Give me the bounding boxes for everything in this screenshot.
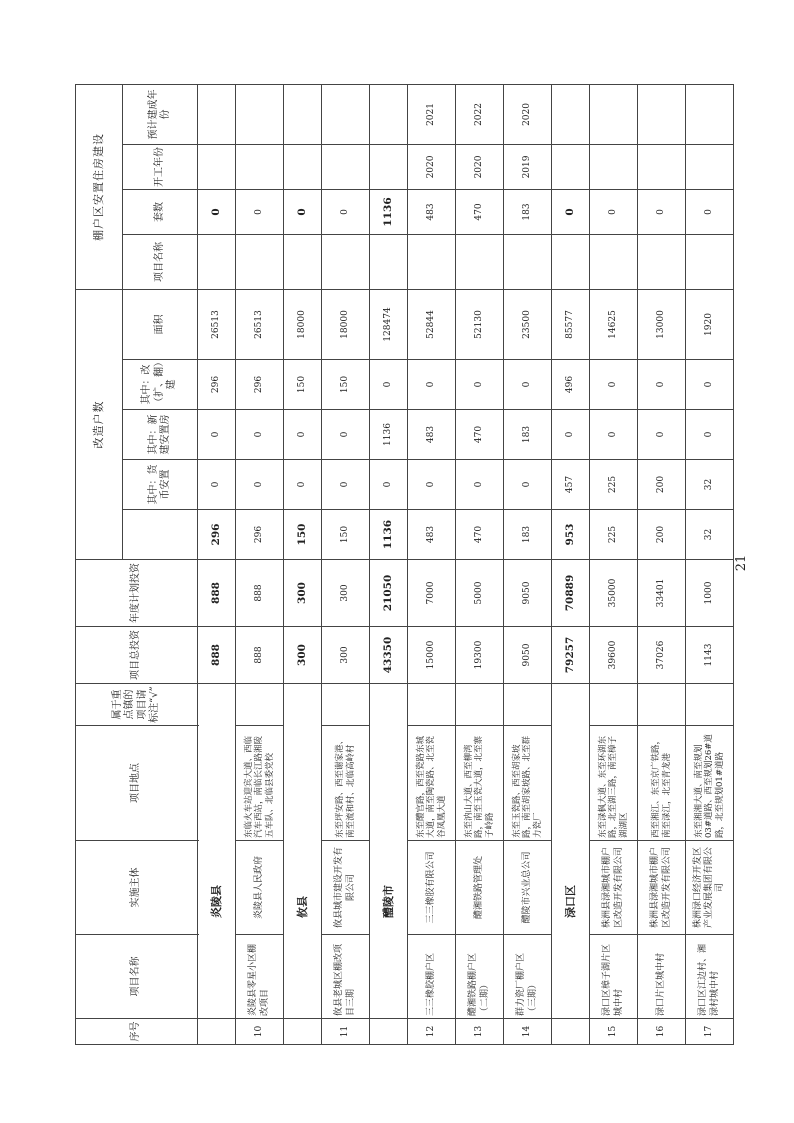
cell-households: 296 (236, 510, 284, 560)
header-sub-monetary: 其中：货币安置 (123, 460, 198, 510)
cell-area: 26513 (236, 289, 284, 359)
cell-name: 炎陵县零星小区棚改项目 (236, 935, 284, 1019)
cell-seq: 15 (590, 1019, 638, 1045)
cell-location: 东至醴官路，西至瓷路东城大道，南至陶瓷路、北至瓷谷凤凰大道 (408, 726, 456, 841)
cell-new-build: 0 (638, 410, 686, 460)
section-row (198, 84, 236, 1044)
cell-seq: 10 (236, 1019, 284, 1045)
cell-households: 225 (590, 510, 638, 560)
cell-start (236, 144, 284, 189)
cell-new-build: 0 (284, 410, 322, 460)
cell-entity: 三三橡胶有限公司 (408, 841, 456, 935)
cell-seq: 13 (456, 1019, 504, 1045)
cell-annual: 300 (284, 560, 322, 627)
cell-renovate: 150 (284, 360, 322, 410)
cell-households: 183 (504, 510, 552, 560)
cell-location: 东至湘湘大道、南至规划03#道路、西至规划26#道路，北至规划01#道路 (686, 726, 734, 841)
cell-households: 296 (198, 510, 236, 560)
cell-annual: 888 (236, 560, 284, 627)
cell-complete: 2022 (456, 84, 504, 144)
cell-entity: 醴陵市兴业总公司 (504, 841, 552, 935)
cell-start (284, 144, 322, 189)
cell-project (322, 234, 370, 289)
cell-total: 888 (198, 627, 236, 684)
cell-project (236, 234, 284, 289)
cell-complete (370, 84, 408, 144)
cell-project (370, 234, 408, 289)
section-row (284, 84, 322, 1044)
header-area: 面积 (123, 289, 198, 359)
cell-key (236, 684, 284, 726)
cell-seq: 17 (686, 1019, 734, 1045)
cell-total: 1143 (686, 627, 734, 684)
cell-complete (638, 84, 686, 144)
table-row (456, 84, 504, 1044)
cell-total: 15000 (408, 627, 456, 684)
cell-annual: 33401 (638, 560, 686, 627)
cell-name: 群力瓷厂棚户区（三期） (504, 935, 552, 1019)
cell-total: 39600 (590, 627, 638, 684)
cell-total: 37026 (638, 627, 686, 684)
cell-annual: 888 (198, 560, 236, 627)
table-row (504, 84, 552, 1044)
header-renovation-group: 改造户数 (76, 289, 123, 559)
cell-key (322, 684, 370, 726)
table-row (408, 84, 456, 1044)
cell-monetary: 0 (236, 460, 284, 510)
cell-seq-blank (552, 1019, 590, 1045)
cell-seq: 14 (504, 1019, 552, 1045)
cell-units: 0 (638, 189, 686, 234)
cell-new-build: 1136 (370, 410, 408, 460)
cell-seq-blank (198, 1019, 236, 1045)
table-row (322, 84, 370, 1044)
cell-households: 200 (638, 510, 686, 560)
cell-total: 300 (284, 627, 322, 684)
table-row (236, 84, 284, 1044)
section-row (552, 84, 590, 1044)
header-sub-renovate: 其中：改（扩、翻）建 (123, 360, 198, 410)
cell-annual: 300 (322, 560, 370, 627)
cell-start: 2019 (504, 144, 552, 189)
cell-units: 0 (236, 189, 284, 234)
cell-project (284, 234, 322, 289)
header-start-year: 开工年份 (123, 144, 198, 189)
header-housing-project: 项目名称 (123, 234, 198, 289)
cell-renovate: 0 (638, 360, 686, 410)
rotation-wrapper (75, 85, 726, 1045)
cell-total: 19300 (456, 627, 504, 684)
cell-entity: 醴湘铁路管理处 (456, 841, 504, 935)
cell-units: 483 (408, 189, 456, 234)
header-households-blank (123, 510, 198, 560)
cell-monetary: 0 (284, 460, 322, 510)
header-seq: 序号 (76, 1019, 198, 1045)
section-row (370, 84, 408, 1044)
cell-start (370, 144, 408, 189)
cell-seq-blank (370, 1019, 408, 1045)
table-row (590, 84, 638, 1044)
cell-area: 13000 (638, 289, 686, 359)
cell-complete: 2021 (408, 84, 456, 144)
cell-total: 79257 (552, 627, 590, 684)
cell-annual: 5000 (456, 560, 504, 627)
cell-area: 18000 (322, 289, 370, 359)
cell-key (638, 684, 686, 726)
table-row (638, 84, 686, 1044)
cell-area: 23500 (504, 289, 552, 359)
header-annual-investment: 年度计划投资 (76, 560, 198, 627)
cell-complete (236, 84, 284, 144)
table-body (198, 84, 734, 1044)
cell-name: 攸县老城区棚改项目三期 (322, 935, 370, 1019)
cell-entity: 攸县城市建设开发有限公司 (322, 841, 370, 935)
cell-total: 300 (322, 627, 370, 684)
cell-area: 18000 (284, 289, 322, 359)
cell-complete (198, 84, 236, 144)
cell-start (198, 144, 236, 189)
cell-complete (322, 84, 370, 144)
header-entity: 实施主体 (76, 841, 198, 935)
header-housing-group: 棚户区安置住房建设 (76, 84, 123, 289)
cell-seq: 16 (638, 1019, 686, 1045)
page-number: 21 (734, 554, 749, 572)
cell-renovate: 0 (370, 360, 408, 410)
cell-renovate: 0 (686, 360, 734, 410)
cell-location: 东至渌枫大道、东至环湖东路，北至湖三路，南至樟子湖湖区 (590, 726, 638, 841)
cell-annual: 1000 (686, 560, 734, 627)
cell-title: 渌口区 (552, 684, 590, 1019)
cell-monetary: 0 (456, 460, 504, 510)
cell-annual: 70889 (552, 560, 590, 627)
cell-complete: 2020 (504, 84, 552, 144)
cell-area: 52844 (408, 289, 456, 359)
cell-households: 150 (284, 510, 322, 560)
cell-households: 1136 (370, 510, 408, 560)
cell-start (590, 144, 638, 189)
cell-new-build: 0 (236, 410, 284, 460)
cell-monetary: 0 (504, 460, 552, 510)
cell-seq-blank (284, 1019, 322, 1045)
cell-annual: 9050 (504, 560, 552, 627)
cell-entity: 炎陵县人民政府 (236, 841, 284, 935)
cell-monetary: 0 (370, 460, 408, 510)
cell-units: 0 (284, 189, 322, 234)
cell-start (552, 144, 590, 189)
cell-entity: 株洲渌口经济开发区产业发展集团有限公司 (686, 841, 734, 935)
cell-households: 953 (552, 510, 590, 560)
cell-project (590, 234, 638, 289)
cell-project (686, 234, 734, 289)
cell-key (590, 684, 638, 726)
cell-complete (284, 84, 322, 144)
cell-area: 85577 (552, 289, 590, 359)
cell-name: 渌口区江边村、湘渌村城中村 (686, 935, 734, 1019)
cell-units: 470 (456, 189, 504, 234)
cell-start: 2020 (456, 144, 504, 189)
cell-complete (590, 84, 638, 144)
cell-seq: 12 (408, 1019, 456, 1045)
cell-key (686, 684, 734, 726)
cell-monetary: 225 (590, 460, 638, 510)
cell-new-build: 0 (686, 410, 734, 460)
cell-total: 9050 (504, 627, 552, 684)
cell-area: 52130 (456, 289, 504, 359)
cell-units: 0 (552, 189, 590, 234)
cell-renovate: 0 (504, 360, 552, 410)
cell-monetary: 0 (408, 460, 456, 510)
cell-new-build: 0 (322, 410, 370, 460)
cell-monetary: 0 (198, 460, 236, 510)
rotated-table-sheet (75, 85, 726, 1045)
cell-monetary: 200 (638, 460, 686, 510)
cell-units: 1136 (370, 189, 408, 234)
cell-monetary: 0 (322, 460, 370, 510)
cell-title: 攸县 (284, 684, 322, 1019)
cell-location: 东临火车站迎宾大道、西临汽车西站，南临长江路湘陵五车队、北临县委党校 (236, 726, 284, 841)
cell-key (408, 684, 456, 726)
cell-renovate: 150 (322, 360, 370, 410)
cell-title: 炎陵县 (198, 684, 236, 1019)
cell-project (638, 234, 686, 289)
cell-renovate: 496 (552, 360, 590, 410)
cell-area: 14625 (590, 289, 638, 359)
header-complete-year: 预计建成年份 (123, 84, 198, 144)
cell-project (552, 234, 590, 289)
cell-new-build: 483 (408, 410, 456, 460)
header-location: 项目地点 (76, 726, 198, 841)
header-housing-units: 套数 (123, 189, 198, 234)
cell-location: 东至坪安路、西至谢家港、南至流和村、北临高岭村 (322, 726, 370, 841)
header-project-name: 项目名称 (76, 935, 198, 1019)
cell-start (686, 144, 734, 189)
cell-location: 东至玉瓷路、西至胡家坡路，南至胡家坡路、北至群力瓷厂 (504, 726, 552, 841)
cell-name: 渌口区樟子湖片区城中村 (590, 935, 638, 1019)
header-sub-new-build: 其中：新建安置房 (123, 410, 198, 460)
cell-complete (552, 84, 590, 144)
cell-monetary: 457 (552, 460, 590, 510)
cell-seq: 11 (322, 1019, 370, 1045)
cell-title: 醴陵市 (370, 684, 408, 1019)
cell-project (198, 234, 236, 289)
cell-renovate: 0 (590, 360, 638, 410)
cell-total: 888 (236, 627, 284, 684)
cell-new-build: 0 (590, 410, 638, 460)
header-total-investment: 项目总投资 (76, 627, 198, 684)
cell-monetary: 32 (686, 460, 734, 510)
cell-project (408, 234, 456, 289)
cell-units: 0 (322, 189, 370, 234)
cell-complete (686, 84, 734, 144)
cell-location: 东至汭山大道、西至柳湾路，南至玉瓷大道，北至寨子岭路 (456, 726, 504, 841)
cell-renovate: 296 (198, 360, 236, 410)
cell-units: 0 (686, 189, 734, 234)
cell-key (504, 684, 552, 726)
cell-renovate: 0 (408, 360, 456, 410)
cell-name: 三三橡胶棚户区 (408, 935, 456, 1019)
cell-start (638, 144, 686, 189)
cell-households: 483 (408, 510, 456, 560)
cell-new-build: 470 (456, 410, 504, 460)
cell-name: 渌口片区城中村 (638, 935, 686, 1019)
cell-new-build: 0 (198, 410, 236, 460)
table-row (686, 84, 734, 1044)
cell-start (322, 144, 370, 189)
cell-name: 醴湘铁路棚户区（二期） (456, 935, 504, 1019)
cell-total: 43350 (370, 627, 408, 684)
cell-annual: 35000 (590, 560, 638, 627)
cell-project (504, 234, 552, 289)
cell-new-build: 183 (504, 410, 552, 460)
cell-households: 470 (456, 510, 504, 560)
cell-area: 26513 (198, 289, 236, 359)
cell-area: 1920 (686, 289, 734, 359)
cell-renovate: 0 (456, 360, 504, 410)
cell-entity: 株洲县渌湘城市棚户区改造开发有限公司 (590, 841, 638, 935)
cell-new-build: 0 (552, 410, 590, 460)
cell-entity: 株洲县渌湘城市棚户区改造开发有限公司 (638, 841, 686, 935)
cell-project (456, 234, 504, 289)
cell-units: 0 (198, 189, 236, 234)
cell-location: 西至湘江、东至京广铁路，南至渌江，北至青龙港 (638, 726, 686, 841)
cell-units: 0 (590, 189, 638, 234)
housing-renovation-table (75, 84, 734, 1045)
cell-households: 150 (322, 510, 370, 560)
header-key-town: 属于重点镇的项目请标注“√” (76, 684, 198, 726)
cell-renovate: 296 (236, 360, 284, 410)
cell-annual: 7000 (408, 560, 456, 627)
cell-annual: 21050 (370, 560, 408, 627)
cell-units: 183 (504, 189, 552, 234)
cell-area: 128474 (370, 289, 408, 359)
cell-start: 2020 (408, 144, 456, 189)
cell-key (456, 684, 504, 726)
cell-households: 32 (686, 510, 734, 560)
